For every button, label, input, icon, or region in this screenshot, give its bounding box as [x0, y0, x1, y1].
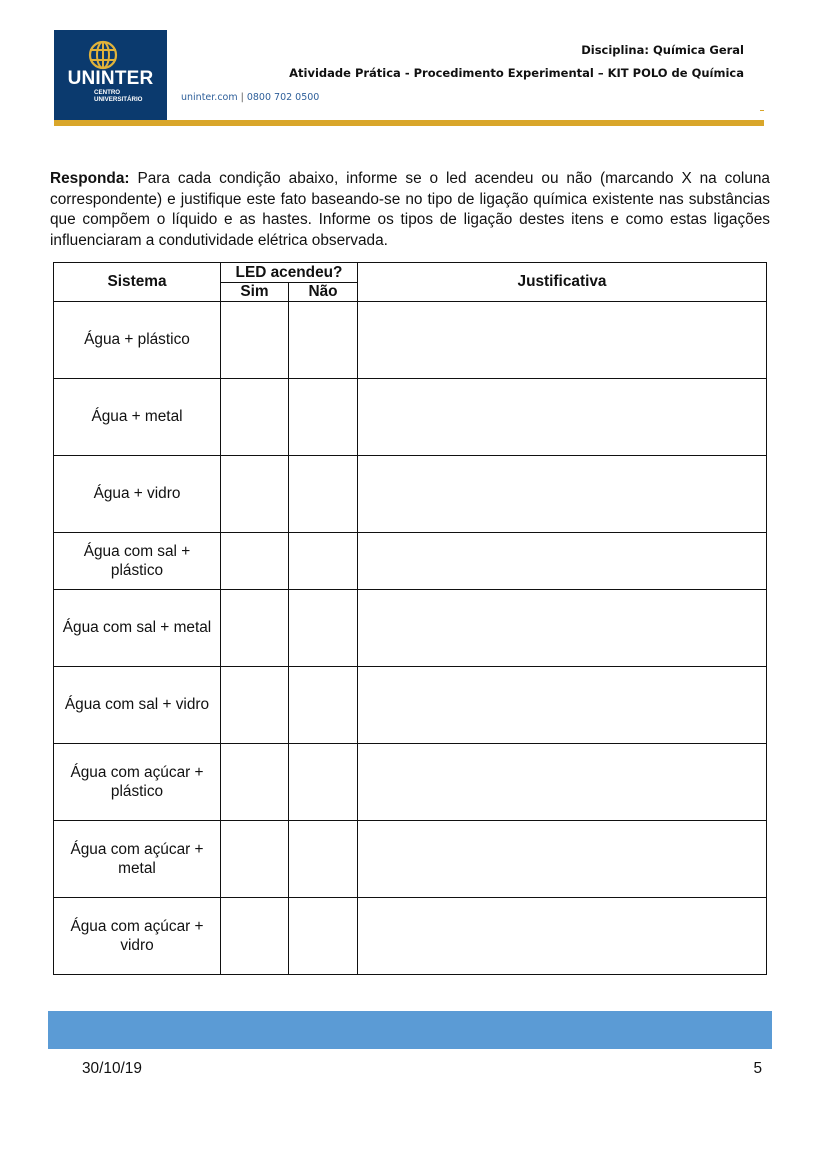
system-cell: Água com sal + vidro: [54, 667, 221, 744]
system-cell: Água com açúcar + plástico: [54, 744, 221, 821]
yes-cell[interactable]: [221, 590, 289, 667]
no-cell[interactable]: [289, 821, 358, 898]
table-row: [54, 667, 767, 744]
table-row: [54, 821, 767, 898]
header-led: LED acendeu?: [221, 263, 358, 283]
justification-cell[interactable]: [358, 898, 767, 975]
yes-cell[interactable]: [221, 456, 289, 533]
no-cell[interactable]: [289, 533, 358, 590]
globe-icon: [85, 38, 121, 72]
system-cell: Água + metal: [54, 379, 221, 456]
justification-cell[interactable]: [358, 302, 767, 379]
discipline-title: Disciplina: Química Geral: [581, 43, 744, 57]
yes-cell[interactable]: [221, 533, 289, 590]
table-row: [54, 590, 767, 667]
phone-number: 0800 702 0500: [246, 92, 320, 103]
no-cell[interactable]: [289, 667, 358, 744]
yes-cell[interactable]: [221, 667, 289, 744]
system-cell: Água + plástico: [54, 302, 221, 379]
table-row: [54, 744, 767, 821]
header-divider-tick: [760, 110, 764, 111]
yes-cell[interactable]: [221, 821, 289, 898]
yes-cell[interactable]: [221, 379, 289, 456]
justification-cell[interactable]: [358, 667, 767, 744]
page-number: 5: [753, 1060, 762, 1077]
yes-cell[interactable]: [221, 302, 289, 379]
instructions-text: Para cada condição abaixo, informe se o led acendeu ou não (marcando X na coluna correspondente) e justifique este fato baseando-se no tipo de ligação química existente nas substâncias que compõem o líquido e as hastes. Informe os tipos de ligação destes itens e como estas ligações influenciaram a condutividade elétrica observada.: [50, 170, 770, 249]
table-row: [54, 302, 767, 379]
instructions-label: Responda:: [50, 170, 130, 187]
header-divider: [54, 120, 764, 126]
yes-cell[interactable]: [221, 898, 289, 975]
footer-bar: [48, 1011, 772, 1049]
table-row: [54, 533, 767, 590]
instructions: [50, 169, 770, 251]
contact-separator: |: [240, 92, 244, 103]
website-link[interactable]: uninter.com: [181, 92, 238, 103]
no-cell[interactable]: [289, 898, 358, 975]
no-cell[interactable]: [289, 590, 358, 667]
justification-cell[interactable]: [358, 590, 767, 667]
activity-title: Atividade Prática - Procedimento Experimental – KIT POLO de Química: [289, 66, 744, 80]
justification-cell[interactable]: [358, 744, 767, 821]
system-cell: Água com sal + metal: [54, 590, 221, 667]
header-no: Não: [289, 283, 358, 302]
justification-cell[interactable]: [358, 533, 767, 590]
header-justification: Justificativa: [358, 263, 767, 302]
logo-subtitle: CENTRO UNIVERSITÁRIO: [94, 89, 143, 103]
no-cell[interactable]: [289, 379, 358, 456]
no-cell[interactable]: [289, 744, 358, 821]
footer-date: 30/10/19: [82, 1060, 142, 1077]
logo-name: UNINTER: [67, 68, 154, 89]
contact-info: [181, 92, 319, 103]
yes-cell[interactable]: [221, 744, 289, 821]
justification-cell[interactable]: [358, 456, 767, 533]
header-system: Sistema: [54, 263, 221, 302]
no-cell[interactable]: [289, 456, 358, 533]
table-row: [54, 898, 767, 975]
system-cell: Água com açúcar + metal: [54, 821, 221, 898]
justification-cell[interactable]: [358, 379, 767, 456]
results-table: [53, 262, 767, 975]
system-cell: Água com açúcar + vidro: [54, 898, 221, 975]
table-row: [54, 456, 767, 533]
header-yes: Sim: [221, 283, 289, 302]
justification-cell[interactable]: [358, 821, 767, 898]
system-cell: Água com sal + plástico: [54, 533, 221, 590]
system-cell: Água + vidro: [54, 456, 221, 533]
table-row: [54, 379, 767, 456]
uninter-logo: [54, 30, 167, 120]
no-cell[interactable]: [289, 302, 358, 379]
